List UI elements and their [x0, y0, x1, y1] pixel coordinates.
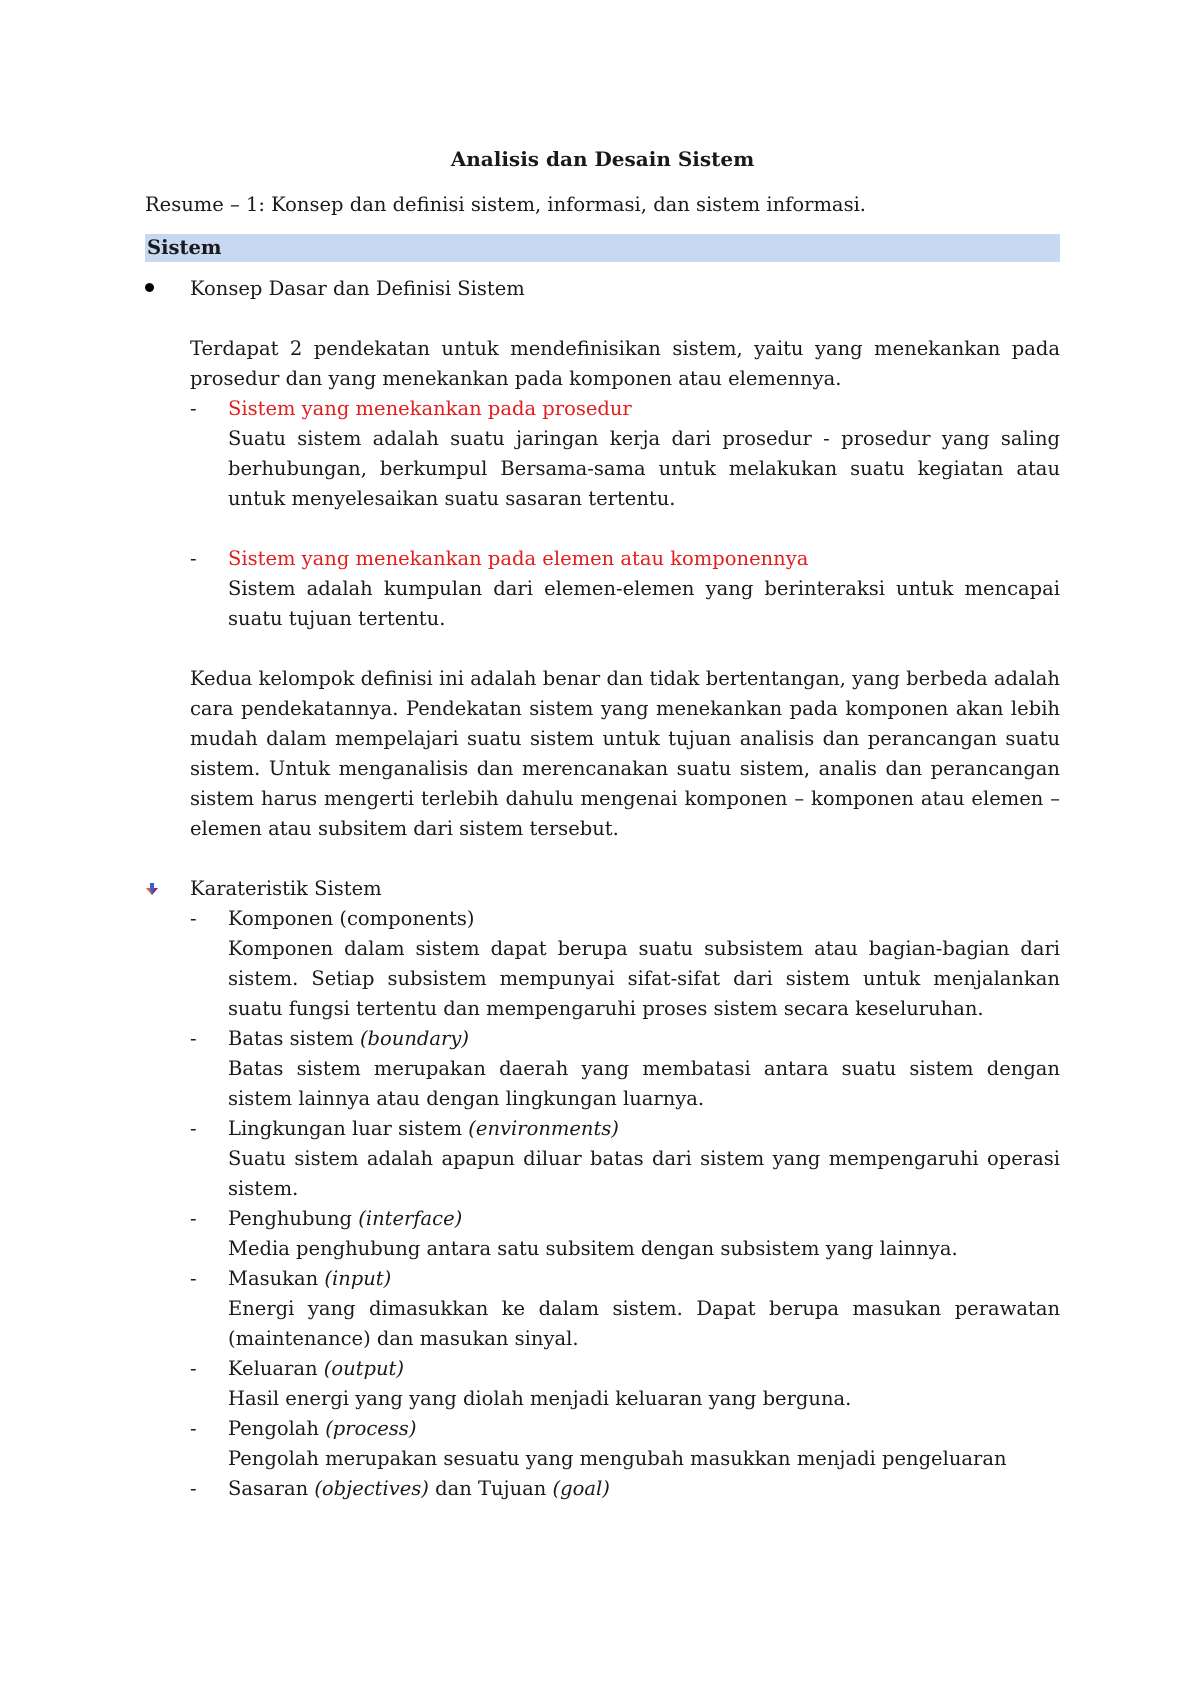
- list-item: [145, 544, 1060, 634]
- bullet-dot-icon: [145, 283, 154, 292]
- item-body: Pengolah merupakan sesuatu yang mengubah masukkan menjadi pengeluaran: [228, 1447, 1007, 1470]
- list-item: [145, 394, 1060, 514]
- intro-paragraph: Terdapat 2 pendekatan untuk mendefinisikan sistem, yaitu yang menekankan pada prosedur dan yang menekankan pada komponen atau elemennya.: [190, 337, 1060, 390]
- list-item: [145, 1474, 1060, 1504]
- item-body: Media penghubung antara satu subsitem dengan subsistem yang lainnya.: [228, 1237, 958, 1260]
- item-body: Batas sistem merupakan daerah yang membatasi antara suatu sistem dengan sistem lainnya atau dengan lingkungan luarnya.: [228, 1057, 1060, 1110]
- dash-marker: -: [190, 547, 197, 570]
- bullet-konsep-dasar: [145, 274, 1060, 304]
- bullet-karateristik: [145, 874, 1060, 904]
- dash-marker: -: [190, 1357, 197, 1380]
- arrow-bullet-icon: [145, 882, 159, 896]
- dash-marker: -: [190, 1477, 197, 1500]
- item-label: Komponen (components): [228, 907, 475, 930]
- bullet-heading: Konsep Dasar dan Definisi Sistem: [190, 277, 525, 300]
- item-body: Suatu sistem adalah suatu jaringan kerja dari prosedur - prosedur yang saling berhubungan, berkumpul Bersama-sama untuk melakukan suatu kegiatan atau untuk menyelesaikan suatu sasaran tertentu.: [228, 427, 1060, 510]
- dash-marker: -: [190, 1117, 197, 1140]
- list-item: [145, 1114, 1060, 1204]
- item-body: Komponen dalam sistem dapat berupa suatu subsistem atau bagian-bagian dari sistem. Setiap subsistem mempunyai sifat-sifat dari sistem untuk menjalankan suatu fungsi tertentu dan mempengaruhi proses sistem secara keseluruhan.: [228, 937, 1060, 1020]
- section-header-sistem: Sistem: [145, 234, 1060, 262]
- item-body: Suatu sistem adalah apapun diluar batas dari sistem yang mempengaruhi operasi sistem.: [228, 1147, 1060, 1200]
- item-label: Keluaran (output): [228, 1357, 404, 1380]
- item-label: Sasaran (objectives) dan Tujuan (goal): [228, 1477, 610, 1500]
- item-label: Masukan (input): [228, 1267, 392, 1290]
- document-title: Analisis dan Desain Sistem: [450, 147, 755, 171]
- item-body: Hasil energi yang yang diolah menjadi keluaran yang berguna.: [228, 1387, 852, 1410]
- document-content: [145, 143, 1060, 1504]
- item-body: Sistem adalah kumpulan dari elemen-elemen yang berinteraksi untuk mencapai suatu tujuan tertentu.: [228, 577, 1060, 630]
- item-label: Lingkungan luar sistem (environments): [228, 1117, 619, 1140]
- conclusion-paragraph: Kedua kelompok definisi ini adalah benar dan tidak bertentangan, yang berbeda adalah cara pendekatannya. Pendekatan sistem yang menekankan pada komponen akan lebih mudah dalam mempelajari suatu sistem untuk tujuan analisis dan perancangan suatu sistem. Untuk menganalisis dan merencanakan suatu sistem, analis dan perancangan sistem harus mengerti terlebih dahulu mengenai komponen – komponen atau elemen – elemen atau subsitem dari sistem tersebut.: [190, 667, 1060, 840]
- dash-marker: -: [190, 1027, 197, 1050]
- list-item: [145, 1414, 1060, 1474]
- list-item: [145, 1204, 1060, 1264]
- list-item: [145, 1024, 1060, 1114]
- dash-marker: -: [190, 1267, 197, 1290]
- dash-marker: -: [190, 1417, 197, 1440]
- dash-marker: -: [190, 907, 197, 930]
- list-item: [145, 1354, 1060, 1414]
- bullet-heading: Karateristik Sistem: [190, 877, 382, 900]
- item-label: Pengolah (process): [228, 1417, 417, 1440]
- item-label: Penghubung (interface): [228, 1207, 463, 1230]
- list-item: [145, 1264, 1060, 1354]
- dash-marker: -: [190, 1207, 197, 1230]
- item-label: Batas sistem (boundary): [228, 1027, 469, 1050]
- dash-marker: -: [190, 397, 197, 420]
- item-body: Energi yang dimasukkan ke dalam sistem. Dapat berupa masukan perawatan (maintenance) dan masukan sinyal.: [228, 1297, 1060, 1350]
- item-label: Sistem yang menekankan pada prosedur: [228, 397, 632, 420]
- item-label: Sistem yang menekankan pada elemen atau komponennya: [228, 547, 809, 570]
- list-item: [145, 904, 1060, 1024]
- document-subtitle: Resume – 1: Konsep dan definisi sistem, informasi, dan sistem informasi.: [145, 193, 867, 216]
